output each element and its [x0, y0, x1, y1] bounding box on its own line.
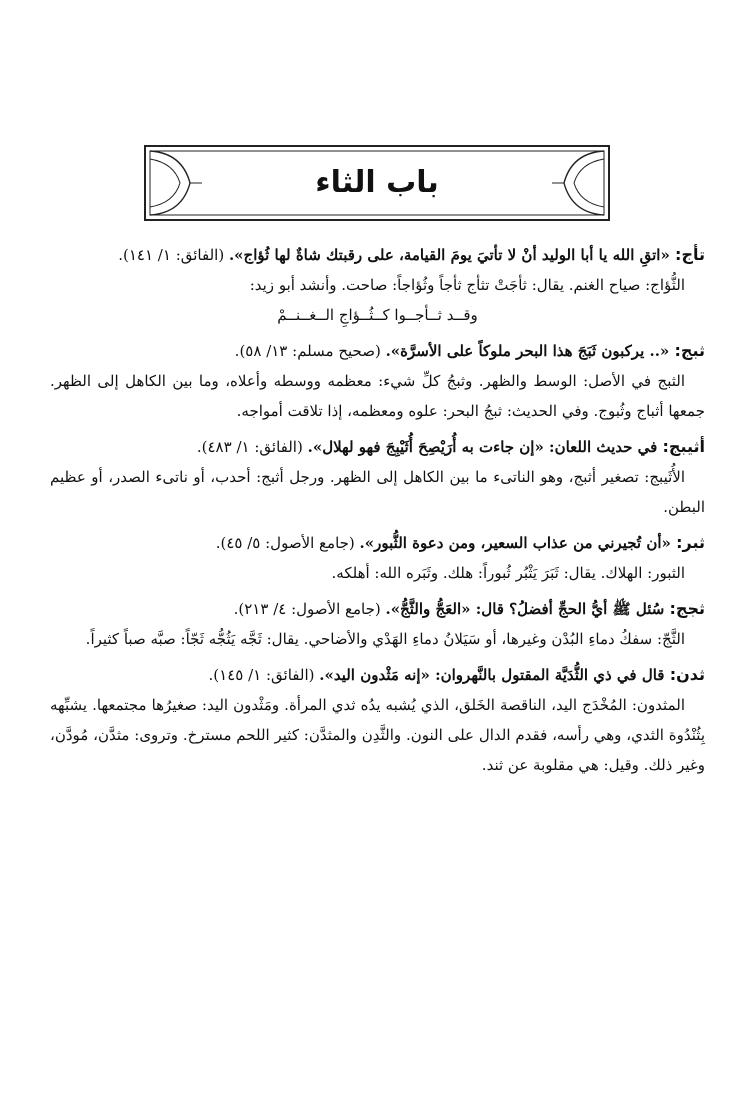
entry-headword: ثجج: — [669, 599, 705, 618]
source-reference: (جامع الأصول: ٤/ ٢١٣). — [233, 600, 386, 618]
entry-heading-line — [50, 660, 705, 690]
hadith-text: «أن تُجيرني من عذاب السعير، ومن دعوة الثُّبور». — [359, 534, 677, 552]
hadith-text: «.. يركبون ثَبَجَ هذا البحر ملوكاً على الأسرَّة». — [385, 342, 675, 360]
entry-heading-line — [50, 336, 705, 366]
entry-tha-ja-ja — [50, 594, 705, 654]
entry-headword: تأج: — [675, 245, 705, 264]
entry-explanation: الثَّجّ: سفكُ دماءِ البُدْن وغيرها، أو سَيَلانُ دماءِ الهَدْي والأضاحي. يقال: ثَجَّه يَثُجُّه ثَجّاً: صبَّه صباً كثيراً. — [85, 630, 685, 648]
entry-explanation: الثبج في الأصل: الوسط والظهر. وثبجُ كلِّ شيء: معظمه ووسطه وأعلاه، وما بين الكاهل إلى الظهر. جمعها أثباج وثُبوج. وفي الحديث: ثبجُ البحر: علوه ومعظمه، إذا تلاقت أمواجه. — [50, 372, 705, 420]
source-reference: (الفائق: ١/ ١٤١). — [118, 246, 229, 264]
hadith-text: «اتقِ الله يا أبا الوليد أنْ لا تأتيَ يومَ القيامة، على رقبتك شاةٌ لها ثُؤاج». — [228, 246, 676, 264]
source-reference: (الفائق: ١/ ٤٨٣). — [196, 438, 308, 456]
source-reference: (صحيح مسلم: ١٣/ ٥٨). — [234, 342, 386, 360]
entry-headword: أثيبج: — [662, 437, 705, 456]
entry-heading-line — [50, 528, 705, 558]
chapter-title: باب الثاء — [315, 165, 439, 200]
entry-ta-a-ja — [50, 240, 705, 330]
source-reference: (جامع الأصول: ٥/ ٤٥). — [215, 534, 360, 552]
entry-explanation: الثبور: الهلاك. يقال: ثَبَرَ يَثْبُر ثُبوراً: هلك. وثَبَره الله: أهلكه. — [331, 564, 685, 582]
hadith-text: في حديث اللعان: «إن جاءت به أُرَيْصِحَ أُثَيْبِجَ فهو لهلال». — [307, 438, 663, 456]
entry-tha-da-na — [50, 660, 705, 780]
chapter-title-frame — [142, 143, 612, 223]
entry-heading-line — [50, 432, 705, 462]
dictionary-content — [50, 240, 705, 786]
entry-tha-ba-ra — [50, 528, 705, 588]
entry-headword: ثبر: — [676, 533, 705, 552]
entry-explanation: الثُّؤاج: صياح الغنم. يقال: ثأجَتْ تثأج ثأجاً وثُؤاجاً: صاحت. وأنشد أبو زيد: — [249, 276, 685, 294]
entry-headword: ثبج: — [674, 341, 705, 360]
hadith-text: سُئل ﷺ أيُّ الحجِّ أفضلُ؟ قال: «العَجُّ والثَّجُّ». — [385, 600, 670, 618]
entry-tha-ba-ja — [50, 336, 705, 426]
source-reference: (الفائق: ١/ ١٤٥). — [208, 666, 320, 684]
entry-explanation: المثدون: المُخْدَج اليد، الناقصة الخَلق، الذي يُشبه يدُه ثدي المرأة. ومَثْدون اليد: صغيرُها مجتمعها. يشبِّهه بِثُنْدُوة الثدي، وهي رأسه، فقدم الدال على النون. والثَّدِن والمثدَّن: كثير اللحم مسترخ. وتروى: مثدَّن، مُودَّن، وغير ذلك. وقيل: هي مقلوبة عن ثند. — [50, 696, 705, 774]
poetry-verse: وقــد ثــأجــوا كــثُــؤاجِ الــغــنــمْ — [277, 306, 478, 324]
entry-uthaybij — [50, 432, 705, 522]
entry-headword: ثدن: — [669, 665, 705, 684]
entry-explanation: الأُثَيبج: تصغير أثبج، وهو الناتىء ما بين الكاهل إلى الظهر. ورجل أثبج: أحدب، أو ناتىء الصدر، أو عظيم البطن. — [50, 468, 705, 516]
hadith-text: قال في ذي الثُّدَيَّة المقتول بالنَّهروان: «إنه مَثْدون اليد». — [319, 666, 670, 684]
entry-heading-line — [50, 594, 705, 624]
entry-heading-line — [50, 240, 705, 270]
